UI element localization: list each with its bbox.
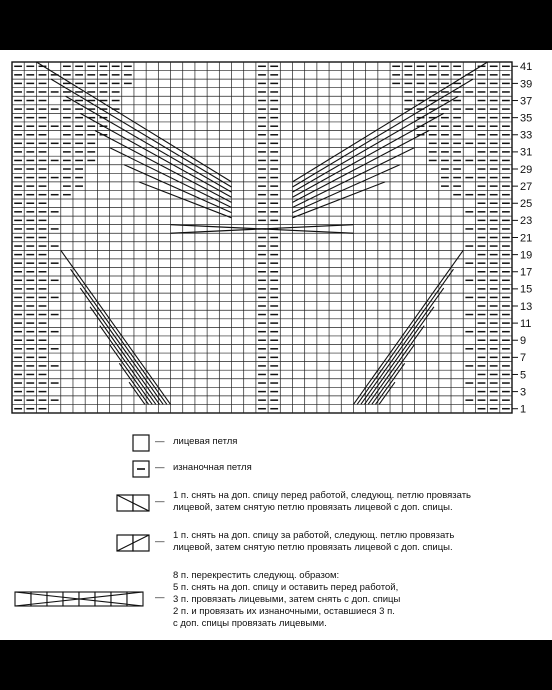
- row-number: 11: [520, 317, 532, 330]
- knitting-chart: [0, 50, 552, 430]
- cross-left-symbol: [116, 534, 154, 554]
- legend-line: с доп. спицы провязать лицевыми.: [173, 618, 327, 629]
- row-number: 9: [520, 335, 527, 348]
- legend-line: 1 п. снять на доп. спицу перед работой, следующ. петлю провязать: [173, 490, 472, 501]
- knit-symbol: [132, 434, 152, 454]
- row-number: 27: [520, 180, 533, 193]
- legend-line: 8 п. перекрестить следующ. образом:: [173, 570, 340, 581]
- legend-dash: —: [155, 536, 165, 547]
- row-number: 37: [520, 95, 533, 108]
- purl-symbol: [132, 460, 152, 480]
- legend-cross-left-text: [173, 530, 454, 554]
- cross-big-symbol: [14, 591, 156, 609]
- legend-line: лицевой, затем снятую петлю провязать лицевой с доп. спицы.: [173, 502, 453, 513]
- row-number: 15: [520, 283, 533, 296]
- legend-dash: —: [155, 592, 165, 603]
- row-number: 25: [520, 198, 533, 211]
- legend-purl-text: изнаночная петля: [173, 462, 252, 473]
- row-number: 33: [520, 129, 533, 142]
- legend-cross-big-text: [173, 570, 400, 630]
- row-number: 7: [520, 352, 527, 365]
- legend-dash: —: [155, 462, 165, 473]
- legend-line: лицевой, затем снятую петлю провязать лицевой с доп. спицы.: [173, 542, 453, 553]
- legend-dash: —: [155, 496, 165, 507]
- knitting-chart-sheet: [0, 50, 552, 640]
- legend-cross-right-text: [173, 490, 471, 514]
- row-number: 3: [520, 386, 527, 399]
- row-number: 13: [520, 300, 533, 313]
- row-number: 39: [520, 78, 533, 91]
- row-number: 35: [520, 112, 533, 125]
- row-number: 19: [520, 249, 533, 262]
- row-number: 31: [520, 146, 533, 159]
- legend-line: 3 п. провязать лицевыми, затем снять с доп. спицы: [173, 594, 401, 605]
- row-number: 5: [520, 369, 527, 382]
- legend-knit-text: лицевая петля: [173, 436, 238, 447]
- legend-dash: —: [155, 436, 165, 447]
- legend-line: 2 п. и провязать их изнаночными, оставшиеся 3 п.: [173, 606, 395, 617]
- row-number: 23: [520, 215, 533, 228]
- legend-line: 5 п. снять на доп. спицу и оставить перед работой,: [173, 582, 399, 593]
- cross-right-symbol: [116, 494, 154, 514]
- row-number: 41: [520, 61, 533, 74]
- row-number: 17: [520, 266, 533, 279]
- row-number: 21: [520, 232, 533, 245]
- row-number: 1: [520, 403, 527, 416]
- legend-line: 1 п. снять на доп. спицу за работой, следующ. петлю провязать: [173, 530, 455, 541]
- row-number: 29: [520, 163, 533, 176]
